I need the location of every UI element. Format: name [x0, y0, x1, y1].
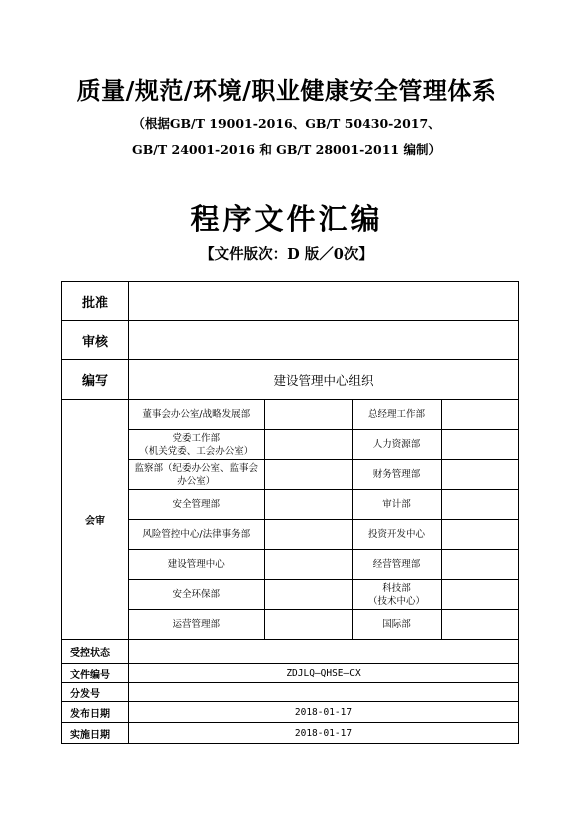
countersign-dept-right: 总经理工作部: [352, 400, 441, 430]
countersign-sign-right[interactable]: [441, 610, 519, 640]
countersign-dept-right: 人力资源部: [352, 430, 441, 460]
countersign-sign-left[interactable]: [264, 610, 352, 640]
countersign-table-row: [129, 520, 519, 550]
version-label: 【文件版次：D 版／0次】: [200, 246, 373, 263]
countersign-table-row: [129, 610, 519, 640]
effective-value: 2018-01-17: [129, 723, 519, 744]
countersign-table-row: [129, 430, 519, 460]
countersign-dept-left: 安全环保部: [129, 580, 264, 610]
countersign-dept-right: 财务管理部: [352, 460, 441, 490]
countersign-sign-right[interactable]: [441, 460, 519, 490]
system-title: 质量/规范/环境/职业健康安全管理体系: [76, 76, 497, 105]
approval-table: [61, 281, 519, 744]
countersign-sign-left[interactable]: [264, 430, 352, 460]
countersign-sign-left[interactable]: [264, 550, 352, 580]
distribution-value[interactable]: [129, 683, 519, 702]
prepare-row: [62, 360, 519, 400]
issue-row: [62, 702, 519, 723]
countersign-dept-left: 董事会办公室/战略发展部: [129, 400, 264, 430]
countersign-dept-left: 建设管理中心: [129, 550, 264, 580]
countersign-sign-right[interactable]: [441, 580, 519, 610]
countersign-sign-right[interactable]: [441, 550, 519, 580]
countersign-sign-left[interactable]: [264, 400, 352, 430]
control-label: 受控状态: [62, 640, 129, 664]
distribution-label: 分发号: [62, 683, 129, 702]
countersign-dept-left: 安全管理部: [129, 490, 264, 520]
basis-line-2: GB/T 24001-2016 和 GB/T 28001-2011 编制）: [132, 142, 441, 157]
number-value: ZDJLQ—QHSE—CX: [129, 664, 519, 683]
review-label: 审核: [62, 321, 129, 360]
effective-row: [62, 723, 519, 744]
countersign-dept-right: 审计部: [352, 490, 441, 520]
countersign-label: 会审: [62, 400, 129, 640]
approve-row: [62, 282, 519, 321]
countersign-dept-right: 经营管理部: [352, 550, 441, 580]
countersign-dept-left: 运营管理部: [129, 610, 264, 640]
countersign-dept-right: 投资开发中心: [352, 520, 441, 550]
countersign-table-row: [129, 580, 519, 610]
approve-value[interactable]: [129, 282, 519, 321]
issue-value: 2018-01-17: [129, 702, 519, 723]
effective-label: 实施日期: [62, 723, 129, 744]
countersign-dept-right: 国际部: [352, 610, 441, 640]
distribution-row: [62, 683, 519, 702]
countersign-sign-right[interactable]: [441, 430, 519, 460]
approve-label: 批准: [62, 282, 129, 321]
countersign-sign-left[interactable]: [264, 490, 352, 520]
countersign-sign-right[interactable]: [441, 490, 519, 520]
issue-label: 发布日期: [62, 702, 129, 723]
number-row: [62, 664, 519, 683]
prepare-value: 建设管理中心组织: [129, 360, 519, 400]
control-value[interactable]: [129, 640, 519, 664]
countersign-sign-right[interactable]: [441, 520, 519, 550]
countersign-cell: [129, 400, 519, 640]
countersign-sign-left[interactable]: [264, 580, 352, 610]
countersign-sign-right[interactable]: [441, 400, 519, 430]
countersign-table-row: [129, 490, 519, 520]
review-row: [62, 321, 519, 360]
basis-line-1: （根据GB/T 19001-2016、GB/T 50430-2017、: [132, 116, 441, 131]
countersign-sign-left[interactable]: [264, 520, 352, 550]
countersign-dept-left: 党委工作部 （机关党委、工会办公室）: [129, 430, 264, 460]
countersign-sign-left[interactable]: [264, 460, 352, 490]
prepare-label: 编写: [62, 360, 129, 400]
countersign-dept-right: 科技部 （技术中心）: [352, 580, 441, 610]
countersign-table-row: [129, 400, 519, 430]
countersign-dept-left: 监察部（纪委办公室、监事会办公室）: [129, 460, 264, 490]
control-row: [62, 640, 519, 664]
countersign-row: [62, 400, 519, 640]
review-value[interactable]: [129, 321, 519, 360]
countersign-table-row: [129, 550, 519, 580]
countersign-dept-left: 风险管控中心/法律事务部: [129, 520, 264, 550]
document-title: 程序文件汇编: [190, 202, 383, 236]
countersign-table-row: [129, 460, 519, 490]
countersign-table: [129, 400, 519, 639]
number-label: 文件编号: [62, 664, 129, 683]
